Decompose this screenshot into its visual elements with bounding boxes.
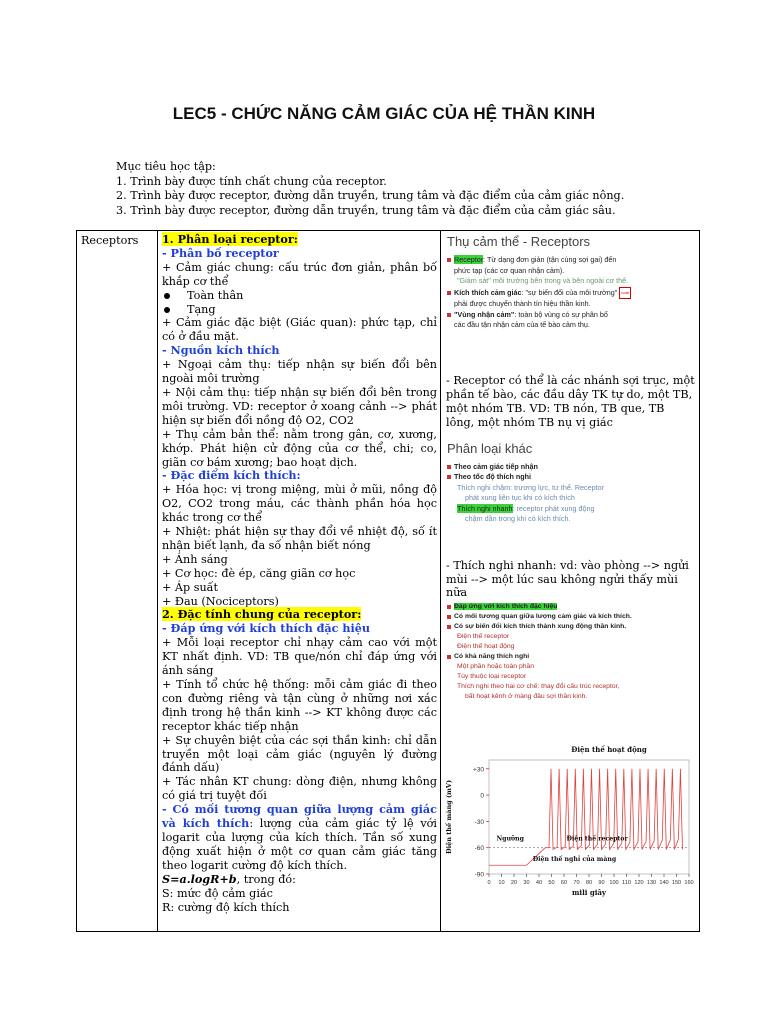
content-table (76, 230, 700, 932)
def-s: S: mức độ cảm giác (162, 886, 273, 900)
x-tick-label: 60 (560, 880, 568, 887)
stim-pain: + Đau (Nociceptors) (162, 594, 279, 608)
slide-receptor-properties: Đáp ứng với kích thích đặc hiệu Có mối tương quan giữa lượng cảm giác và kích thích. Có sự biến đổi kích thích thành xung động thần kinh. Điện thế receptor Điện thế hoạt động Có khả năng thích nghi Một phần hoặc toàn phần Tùy thuộc loại receptor Thích nghi theo hai cơ chế: thay đổi cấu trúc receptor, bất hoạt kênh ở màng đầu sợi thần kinh. (441, 602, 699, 742)
slide1-title: Thụ cảm thể - Receptors (447, 234, 591, 249)
stim-light: + Ánh sáng (162, 552, 228, 566)
x-tick-label: 40 (535, 880, 543, 887)
stim-mechanical: + Cơ học: đè ép, căng giãn cơ học (162, 566, 356, 580)
interoceptor-text: + Nội cảm thụ: tiếp nhận sự biến đổi bên trong môi trường. VD: receptor ở xoang cảnh --> phát hiện sự biến đổi nồng độ O2, CO2 (162, 385, 437, 427)
log-correlation: - Có mối tương quan giữa lượng cảm giác và kích thích: lượng của cảm giác tỷ lệ với logarit của lượng của kích thích. Tần số xung động xuất hiện ở một cơ quan cảm giác tăng theo logarit cường độ kích thích. (162, 802, 437, 872)
def-r: R: cường độ kích thích (162, 900, 290, 914)
y-tick-label: +30 (472, 766, 484, 774)
receptor-content (158, 231, 441, 932)
y-tick-label: -30 (474, 819, 484, 827)
x-tick-label: 90 (598, 880, 605, 887)
specific-text: + Mỗi loại receptor chỉ nhạy cảm cao với một KT nhất định. VD: TB que/nón chỉ đáp ứng với ánh sáng (162, 636, 437, 678)
distribution-general: + Cảm giác chung: cấu trúc đơn giản, phân bố khắp cơ thể (162, 260, 437, 288)
stim-chemical: + Hóa học: vị trong miệng, mùi ở mũi, nồng độ O2, CO2 trong máu, các thành phần hóa học khác trong cơ thể (162, 483, 437, 525)
y-tick-label: 0 (480, 792, 484, 800)
x-tick-label: 0 (487, 880, 491, 887)
bullet-icon (164, 307, 170, 313)
objective-item: 3. Trình bày được receptor, đường dẫn truyền, trung tâm và đặc điểm của cảm giác sâu. (116, 203, 616, 217)
x-tick-label: 80 (585, 880, 593, 887)
x-tick-label: 160 (684, 880, 694, 887)
organized-text: + Tính tổ chức hệ thống: mỗi cảm giác đi theo con đường riêng và tận cùng ở những nơi xác định trong hệ thần kinh --> KT không được các receptor khác tiếp nhận (162, 678, 437, 733)
y-axis-label: Điện thế màng (mV) (445, 780, 453, 855)
page-title: LEC5 - CHỨC NĂNG CẢM GIÁC CỦA HỆ THẦN KINH (172, 104, 596, 123)
stim-pressure: + Áp suất (162, 580, 219, 594)
x-tick-label: 30 (523, 880, 530, 887)
sub-distribution: - Phân bố receptor (162, 245, 279, 260)
section2-title: 2. Đặc tính chung của receptor: (162, 607, 362, 622)
sub-specific: - Đáp ứng với kích thích đặc hiệu (162, 621, 371, 636)
slide-other-classification: Phân loại khác Theo cảm giác tiếp nhận Theo tốc độ thích nghi Thích nghi chậm: trương lực, tư thế. Receptor phát xung liên tục khi có kích thích Thích nghi nhanh: receptor phát xung động chậm dần trong khi có kích thích. (441, 438, 699, 556)
row-label: Receptors (77, 231, 158, 932)
objective-item: 1. Trình bày được tính chất chung của receptor. (116, 174, 387, 188)
distribution-special: + Cảm giác đặc biệt (Giác quan): phức tạp, chỉ có ở đầu mặt. (162, 316, 437, 344)
x-tick-label: 70 (573, 880, 580, 887)
learning-objectives (116, 160, 676, 218)
bullet-item: Toàn thân (162, 289, 437, 303)
x-tick-label: 50 (548, 880, 555, 887)
x-tick-label: 100 (609, 880, 619, 887)
section1-title: 1. Phân loại receptor: (162, 232, 298, 246)
annotation-resting-potential: Điện thế nghỉ của màng (532, 856, 617, 864)
chart-title: Điện thế hoạt động (571, 745, 647, 755)
exteroceptor-text: + Ngoại cảm thụ: tiếp nhận sự biến đổi bên ngoài môi trường (162, 358, 437, 386)
x-tick-label: 120 (634, 880, 644, 887)
x-tick-label: 10 (498, 880, 505, 887)
specialized-text: + Sự chuyên biệt của các sợi thần kinh: chỉ dẫn truyền một loại cảm giác (nguyên lý đường đánh dấu) (162, 733, 437, 775)
x-tick-label: 20 (510, 880, 518, 887)
proprioceptor-text: + Thụ cảm bản thể: nằm trong gân, cơ, xương, khớp. Phát hiện cử động của cơ thể, chi; co, giãn cơ bám xương; bao hoạt dịch. (162, 427, 437, 469)
sub-stimulus: - Đặc điểm kích thích: (162, 468, 301, 483)
annotation-threshold: Ngưỡng (496, 836, 524, 844)
x-tick-label: 150 (671, 880, 682, 887)
note-adaptation: - Thích nghi nhanh: vd: vào phòng --> ngửi mùi --> một lúc sau không ngửi thấy mùi nữa (446, 558, 689, 600)
y-tick-label: -60 (474, 845, 484, 853)
y-tick-label: -90 (474, 871, 484, 879)
slide-receptors: Thụ cảm thể - Receptors Receptor: Từ dạng đơn giản (tận cùng sợi gai) đến phức tạp (các cơ quan nhận cảm). "Giám sát" môi trường bên trong và bên ngoài cơ thể. Kích thích cảm giác: "sự biến đổi của môi trường" note phải được chuyển thành tín hiệu thần kinh. "Vùng nhận cảm": toàn bộ vùng có sự phân bố các đầu tận nhận cảm của tế bào cảm thụ. (441, 231, 699, 371)
sub-source: - Nguồn kích thích (162, 343, 280, 358)
note-receptor: - Receptor có thể là các nhánh sợi trục, một phần tế bào, các đầu dây TK tự do, một TB, một nhóm TB. VD: TB nón, TB que, TB lông, một nhóm TB nụ vị giác (446, 374, 695, 429)
annotation-receptor-potential: Điện thế receptor (566, 836, 628, 844)
x-tick-label: 110 (622, 880, 631, 887)
bullet-item: Tạng (162, 303, 437, 317)
x-axis-label: mili giây (572, 888, 606, 898)
x-tick-label: 130 (646, 880, 657, 887)
bullet-icon (164, 293, 170, 299)
slide2-title: Phân loại khác (447, 440, 533, 456)
figures-column (441, 231, 700, 932)
objectives-heading: Mục tiêu học tập: (116, 160, 216, 173)
stim-thermal: + Nhiệt: phát hiện sự thay đổi về nhiệt độ, số ít nhận biết lạnh, đa số nhận biết nóng (162, 525, 437, 552)
objective-item: 2. Trình bày được receptor, đường dẫn truyền, trung tâm và đặc điểm của cảm giác nông. (116, 189, 625, 202)
general-stim-text: + Tác nhân KT chung: dòng điện, nhưng không có giá trị tuyệt đối (162, 775, 437, 803)
formula: S=a.logR+b, trong đó: (162, 871, 296, 886)
action-potential-chart (441, 742, 699, 897)
chart-svg (441, 742, 699, 897)
x-tick-label: 140 (659, 880, 669, 887)
